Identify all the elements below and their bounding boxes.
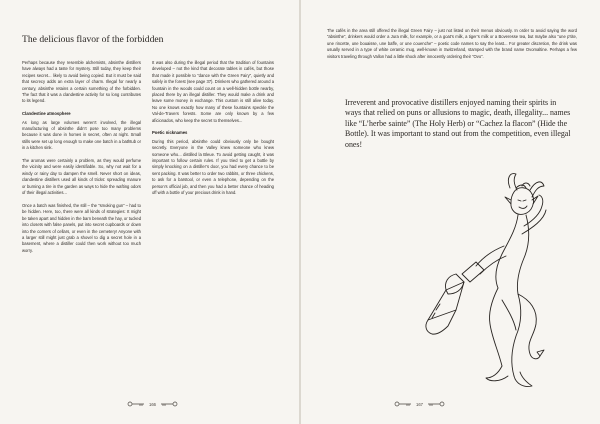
key-ornament-icon (127, 401, 145, 407)
key-ornament-icon (160, 401, 178, 407)
page-number: 167 (416, 401, 423, 407)
body-paragraph: The aromas were certainly a problem, as they would perfume the vicinity and were easily identifiable. So, why not wait for a windy or rainy day to dampen the smell. Never short on ideas, clandestine distillers used all kinds of tricks: spreading manure or burning a tire in the garden as ways to hide the wafting odors of their illegal activities... (22, 158, 141, 196)
body-paragraph: Once a batch was finished, the still – the “smoking gun” – had to be hidden. Here, too, there were all kinds of strategies: It might be taken apart and hidden in the barn beneath the hay, or tucked into closets with false panels, put into secret cupboards or down into the corners of cellars, or even in the cemetery! Anyone with a larger still might just grab a shovel to dig a secret hole in a basement, where a distiller could then work without too much worry. (22, 202, 141, 253)
section-heading: Poetic nicknames (152, 130, 188, 136)
page-number: 166 (149, 401, 156, 407)
devil-with-bottle-illustration (418, 170, 548, 400)
key-ornament-icon (394, 401, 412, 407)
page-footer-left (127, 401, 178, 407)
section-heading: Clandestine atmosphere (22, 111, 71, 117)
body-paragraph: During this period, absinthe could obviously only be bought secretly. Everyone in the Valley knew someone who knew someone who... distilled la Bleue. To avoid getting caught, it was important to follow certain rules. If you tried to get a bottle by simply knocking on a distiller’s door, you had every chance to be sent packing. It was better to order two rabbits, or three chickens, to ask for a barstool, or even a telephone, depending on the person’s official job, and then you had a better chance of heading off with a bottle of your precious drink in hand. (152, 138, 274, 196)
body-paragraph: It was also during the illegal period that the tradition of fountains developed – not the kind that decorate tables in cafés, but those that made it possible to “dance with the Green Fairy”, quietly and safely in the forest (see page 37). Drinkers who gathered around a fountain in the woods could count on a well-hidden bottle nearby, placed there by an illegal distiller. They would make a drink and leave some money in exchange. This custom is still alive today. No one knows exactly how many of these fountains speckle the Val-de-Travers forests. Some are only known by a few aficionados, who keep the secret to themselves... (152, 60, 274, 123)
body-paragraph: Perhaps because they resemble alchemists, absinthe distillers have always had a taste for mystery. Still today, they keep their recipes secret... likely to avoid being copied. But it must be said that secrecy adds an extra layer of charm. Illegal for nearly a century, absinthe retains a certain something of the forbidden. The fact that it was a clandestine activity for so long contributes to its legend. (22, 60, 141, 104)
key-ornament-icon (427, 401, 445, 407)
page-footer-right (394, 401, 445, 407)
body-paragraph: As long as large volumes weren’t involved, the illegal manufacturing of absinthe didn’t pose too many problems because it was done in homes in secret, often at night. Small stills were set up long enough to make one batch in a bathtub or in a kitchen sink. (22, 119, 141, 151)
right-column (152, 60, 274, 203)
pull-quote: Irreverent and provocative distillers enjoyed naming their spirits in ways that relied on puns or allusions to magic, death, illegality... names like “L’herbe sainte” (The Holy Herb) or “Cachez la flacon” (Hide the Bottle). It was important to stand out from the competition, even illegal ones! (345, 98, 571, 149)
left-page (0, 0, 299, 424)
chapter-title: The delicious flavor of the forbidden (22, 34, 164, 45)
left-column (22, 60, 141, 261)
right-page (301, 0, 600, 424)
body-paragraph: The cafés in the area still offered the illegal Green Fairy – just not listed on their menus obviously. In order to avoid saying the word “absinthe”, drinkers would order a Jura milk, for example, or a goat’s milk, a tiger’s milk or a Boveresse tea, but maybe also “une p’tite, une rincette, une bouaisse, une baffe, or une couenche” – poetic code names to say the least... For greater discretion, the drink was usually served in a type of white ceramic mug, well-known in Switzerland, stamped with the brand name Ovomaltine. Perhaps a few visitors traveling through Vallon had a little shock after innocently ordering their “Ovo”. (327, 28, 577, 59)
